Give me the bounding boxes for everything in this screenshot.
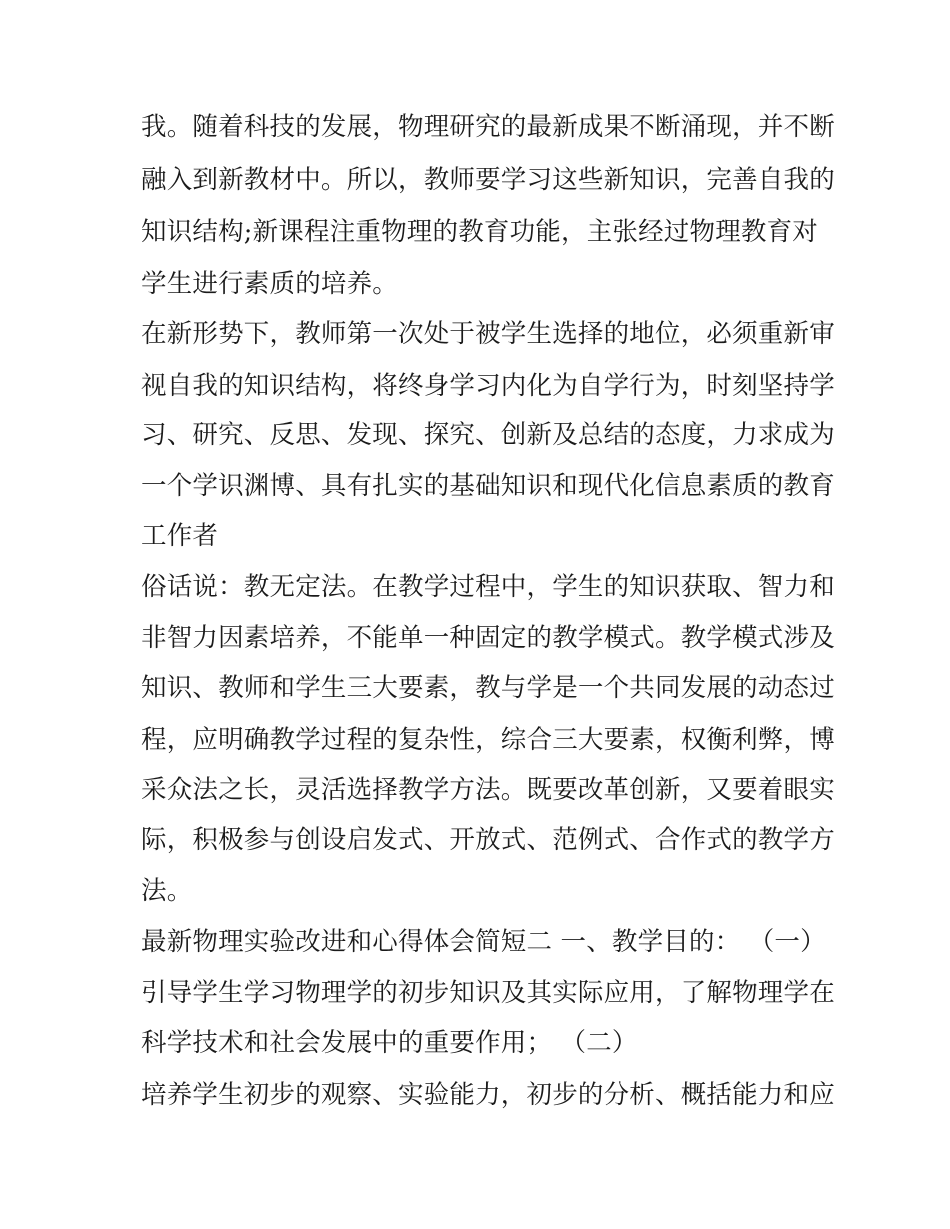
text-line: 视自我的知识结构，将终身学习内化为自学行为，时刻坚持学: [141, 371, 835, 401]
text-line: 最新物理实验改进和心得体会简短二 一、教学目的： （一）: [141, 927, 826, 957]
text-line: 科学技术和社会发展中的重要作用； （二）: [141, 1028, 638, 1058]
text-line: 俗话说：教无定法。在教学过程中，学生的知识获取、智力和: [141, 572, 835, 602]
text-line: 引导学生学习物理学的初步知识及其实际应用，了解物理学在: [141, 978, 835, 1008]
text-line: 工作者: [141, 521, 219, 551]
text-line: 采众法之长，灵活选择教学方法。既要改革创新，又要着眼实: [141, 775, 835, 805]
text-line: 在新形势下，教师第一次处于被学生选择的地位，必须重新审: [141, 319, 835, 349]
text-line: 知识结构;新课程注重物理的教育功能，主张经过物理教育对: [141, 217, 818, 247]
text-line: 知识、教师和学生三大要素，教与学是一个共同发展的动态过: [141, 673, 835, 703]
text-line: 我。随着科技的发展，物理研究的最新成果不断涌现，并不断: [141, 112, 835, 142]
text-line: 学生进行素质的培养。: [141, 269, 399, 299]
text-line: 法。: [141, 876, 193, 906]
text-line: 融入到新教材中。所以，教师要学习这些新知识，完善自我的: [141, 165, 835, 195]
text-line: 培养学生初步的观察、实验能力，初步的分析、概括能力和应: [141, 1080, 835, 1110]
text-line: 非智力因素培养，不能单一种固定的教学模式。教学模式涉及: [141, 623, 835, 653]
text-line: 程，应明确教学过程的复杂性，综合三大要素，权衡利弊，博: [141, 725, 835, 755]
text-line: 习、研究、反思、发现、探究、创新及总结的态度，力求成为: [141, 420, 835, 450]
text-line: 一个学识渊博、具有扎实的基础知识和现代化信息素质的教育: [141, 471, 835, 501]
text-line: 际，积极参与创设启发式、开放式、范例式、合作式的教学方: [141, 825, 835, 855]
